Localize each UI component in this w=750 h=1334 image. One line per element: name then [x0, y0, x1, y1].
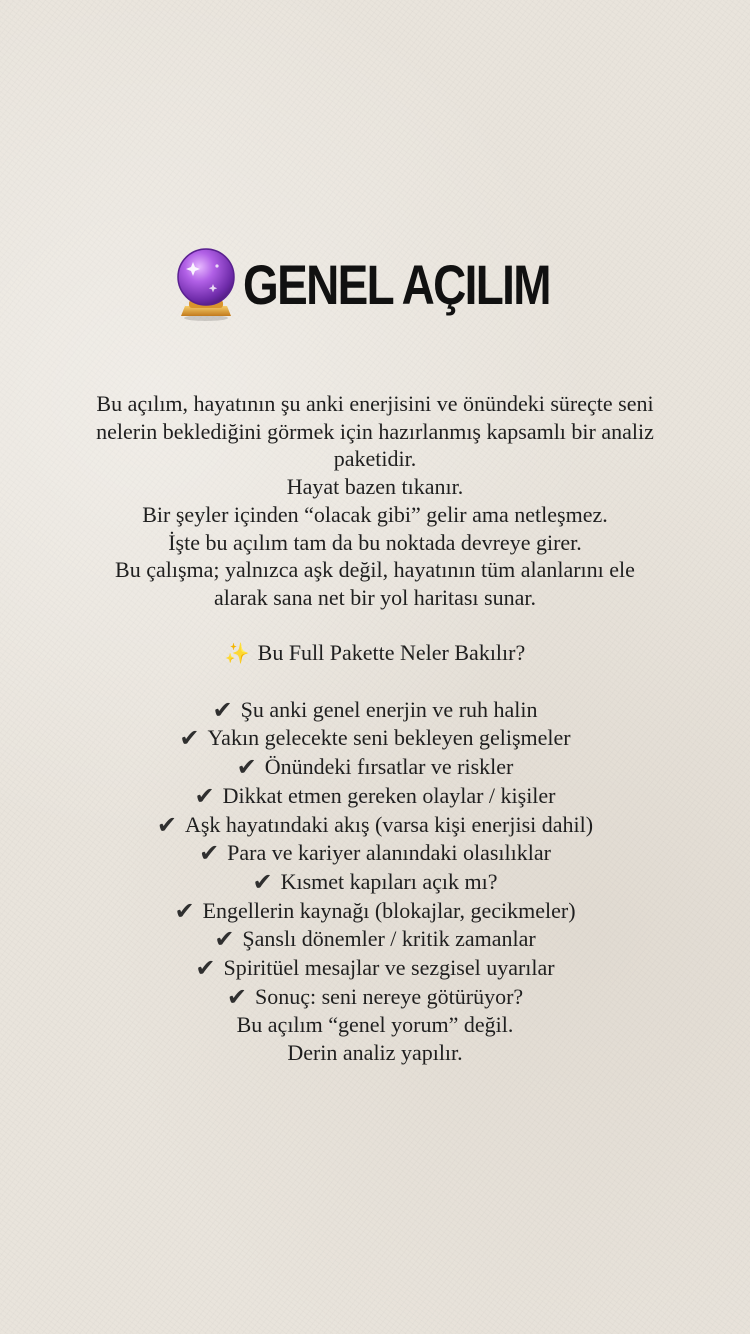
list-item-text: Dikkat etmen gereken olaylar / kişiler	[222, 782, 556, 808]
closing-line: Derin analiz yapılır.	[287, 1040, 463, 1066]
intro-line: Hayat bazen tıkanır.	[286, 474, 464, 500]
checkmark-icon: ✔	[252, 867, 273, 896]
list-item-text: Engellerin kaynağı (blokajlar, gecikmeler)	[202, 897, 576, 923]
intro-line: alarak sana net bir yol haritası sunar.	[214, 584, 536, 610]
list-item	[40, 782, 710, 811]
checkmark-icon: ✔	[156, 810, 177, 839]
checkmark-icon: ✔	[194, 781, 215, 810]
description-body	[40, 390, 710, 1067]
intro-line: paketidir.	[333, 446, 417, 472]
closing-line: Bu açılım “genel yorum” değil.	[236, 1012, 514, 1038]
intro-line: İşte bu açılım tam da bu noktada devreye girer.	[168, 529, 582, 555]
intro-line: Bir şeyler içinden “olacak gibi” gelir ama netleşmez.	[142, 501, 608, 527]
intro-line: Bu açılım, hayatının şu anki enerjisini ve önündeki süreçte seni	[96, 391, 654, 416]
section-heading	[40, 639, 710, 668]
list-item	[40, 753, 710, 782]
sparkles-icon: ✨	[224, 641, 250, 666]
checkmark-icon: ✔	[199, 839, 220, 868]
intro-line: Bu çalışma; yalnızca aşk değil, hayatının tüm alanlarını ele	[115, 557, 635, 583]
intro-line: nelerin beklediğini görmek için hazırlanmış kapsamlı bir analiz	[96, 418, 654, 444]
checkmark-icon: ✔	[174, 896, 195, 925]
list-item	[40, 696, 710, 725]
section-heading-text: Bu Full Pakette Neler Bakılır?	[257, 640, 526, 666]
crystal-ball-icon	[173, 246, 239, 322]
spacer	[40, 612, 710, 640]
list-item-text: Kısmet kapıları açık mı?	[280, 868, 498, 894]
list-item	[40, 897, 710, 926]
checkmark-icon: ✔	[212, 695, 233, 724]
list-item-text: Şanslı dönemler / kritik zamanlar	[242, 926, 536, 952]
checkmark-icon: ✔	[195, 954, 216, 983]
checkmark-icon: ✔	[179, 724, 200, 753]
list-item-text: Sonuç: seni nereye götürüyor?	[254, 983, 524, 1009]
page-title: GENEL AÇILIM	[242, 252, 550, 316]
list-item	[40, 868, 710, 897]
list-item-text: Spiritüel mesajlar ve sezgisel uyarılar	[223, 955, 555, 981]
list-item-text: Önündeki fırsatlar ve riskler	[264, 754, 514, 780]
spacer	[40, 668, 710, 696]
list-item-text: Aşk hayatındaki akış (varsa kişi enerjisi dahil)	[184, 811, 594, 837]
checkmark-icon: ✔	[226, 982, 247, 1011]
list-item	[40, 954, 710, 983]
checkmark-icon: ✔	[236, 753, 257, 782]
title-row	[0, 246, 750, 322]
list-item	[40, 724, 710, 753]
list-item	[40, 925, 710, 954]
list-item	[40, 811, 710, 840]
checkmark-icon: ✔	[214, 925, 235, 954]
list-item-text: Şu anki genel enerjin ve ruh halin	[240, 696, 538, 722]
list-item-text: Para ve kariyer alanındaki olasılıklar	[227, 840, 551, 866]
list-item	[40, 839, 710, 868]
list-item	[40, 983, 710, 1012]
list-item-text: Yakın gelecekte seni bekleyen gelişmeler	[207, 725, 571, 751]
